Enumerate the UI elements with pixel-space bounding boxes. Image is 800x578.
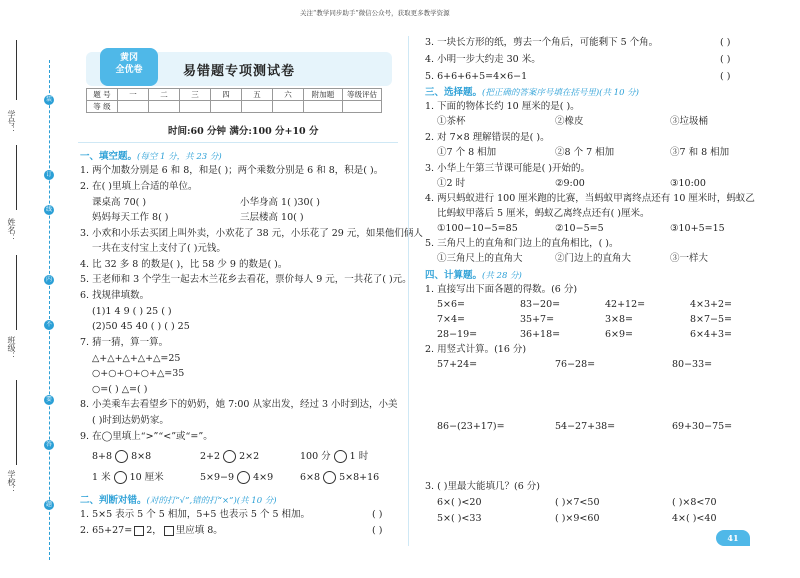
fill-item[interactable]: ( )×8<70 [672,497,717,508]
fill-item[interactable]: 4×( )<40 [672,513,717,524]
score-header: 二 [149,89,180,101]
q1-6a: (1)1 4 9 ( ) 25 ( ) [92,306,172,317]
compare-item: 6×8 5×8+16 [300,472,380,483]
q1-3b: 一共在支付宝上支付了( )元钱。 [92,243,226,254]
calc-item[interactable]: 5×6= [437,299,466,310]
blank-box[interactable] [134,526,144,536]
section-1-heading [80,148,222,162]
score-header: 附加题 [304,89,343,101]
section-4-title: 四、计算题。 [425,270,483,281]
school-label: 学校： [7,470,16,494]
score-cell[interactable] [180,101,211,113]
binding-mark: 题 [45,501,52,508]
school-line [16,380,17,465]
score-header: 题 号 [87,89,118,101]
section-4-note: (共 28 分) [482,271,522,281]
compare-item: 5×9−9 4×9 [200,472,274,483]
q4-3: 3. ( )里最大能填几？(6 分) [425,481,540,492]
score-row-label: 等 级 [87,101,118,113]
blank-box[interactable] [164,526,174,536]
vertical-calc[interactable]: 76−28= [555,359,596,370]
section-4-heading [425,267,522,281]
score-cell[interactable] [273,101,304,113]
q1-8a: 8. 小美乘车去看望乡下的奶奶，她 7:00 从家出发，经过 3 小时到达，小美 [80,399,398,410]
compare-item: 8+8 8×8 [92,451,152,462]
q3-1: 1. 下面的物体长约 10 厘米的是( )。 [425,101,580,112]
option[interactable]: ①7 个 8 相加 [437,147,497,158]
option[interactable]: ③一样大 [670,253,709,264]
vertical-calc[interactable]: 86−(23+17)= [437,421,505,432]
q1-9: 9. 在◯里填上“>”“<”或“=”。 [80,431,213,442]
option[interactable]: ③垃圾桶 [670,116,709,127]
answer-paren[interactable]: ( ) [372,509,383,520]
option[interactable]: ②9:00 [555,178,585,189]
option[interactable]: ③7 和 8 相加 [670,147,730,158]
section-1-title: 一、填空题。 [80,151,138,162]
binding-mark: 答 [45,441,52,448]
compare-circle[interactable] [323,471,336,484]
q1-5: 5. 王老师和 3 个学生一起去木兰花乡去看花，票价每人 9 元，一共花了( )元。 [80,274,412,285]
score-cell[interactable] [304,101,343,113]
column-divider [408,36,409,546]
page-number: 41 [716,530,750,546]
option[interactable]: ②门边上的直角大 [555,253,632,264]
calc-item[interactable]: 7×4= [437,314,466,325]
compare-circle[interactable] [115,450,128,463]
q1-2c: 妈妈每天工作 8( ) [92,212,169,223]
compare-item: 2+2 2×2 [200,451,260,462]
fill-item[interactable]: ( )×9<60 [555,513,600,524]
answer-paren[interactable]: ( ) [720,54,731,65]
q3-4b: 比蚂蚁甲落后 5 厘米，蚂蚁乙离终点还有( )厘米。 [437,208,650,219]
binding-mark: 不 [45,321,52,328]
q4-2: 2. 用竖式计算。(16 分) [425,344,527,355]
section-2-note: (对的打“√”,错的打“×”)(共 10 分) [146,496,277,506]
calc-item[interactable]: 6×4+3= [690,329,733,340]
option[interactable]: ②10−5=5 [555,223,604,234]
calc-item[interactable]: 28−19= [437,329,478,340]
compare-circle[interactable] [223,450,236,463]
q1-2a: 课桌高 70( ) [92,197,147,208]
student-number-line [16,40,17,100]
q3-3: 3. 小华上午第三节课可能是( )开始的。 [425,163,591,174]
calc-item[interactable]: 3×8= [605,314,634,325]
badge-line-2: 全优卷 [115,65,143,75]
q1-1: 1. 两个加数分别是 6 和 8，和是( )；两个乘数分别是 6 和 8，积是( )。 [80,165,384,176]
q2-1: 1. 5×5 表示 5 个 5 相加，5+5 也表示 5 个 5 相加。 [80,509,311,520]
student-number-label: 学号： [7,110,16,134]
section-3-title: 三、选择题。 [425,87,483,98]
binding-mark: 订 [45,171,52,178]
option[interactable]: ③10:00 [670,178,706,189]
compare-item: 1 米 10 厘米 [92,472,164,483]
vertical-calc[interactable]: 80−33= [672,359,713,370]
answer-paren[interactable]: ( ) [720,37,731,48]
fill-item[interactable]: 6×( )<20 [437,497,482,508]
header-note: 关注“教学同步助手”微信公众号，获取更多教学资源 [300,9,450,17]
class-label: 班级： [7,336,16,360]
score-header: 等级评估 [343,89,382,101]
score-cell[interactable] [343,101,382,113]
option[interactable]: ③10+5=15 [670,223,725,234]
binding-mark: 要 [45,396,52,403]
section-3-heading [425,84,639,98]
fill-item[interactable]: 5×( )<33 [437,513,482,524]
score-header: 五 [242,89,273,101]
section-2-heading [80,492,277,506]
score-cell[interactable] [149,101,180,113]
name-label: 姓名： [7,218,16,242]
name-line [16,145,17,210]
option[interactable]: ②橡皮 [555,116,584,127]
calc-item[interactable]: 36+18= [520,329,561,340]
divider [78,142,398,143]
q3-5: 5. 三角尺上的直角和门边上的直角相比，( )。 [425,238,619,249]
vertical-calc[interactable]: 54−27+38= [555,421,616,432]
q1-7: 7. 猜一猜，算一算。 [80,337,169,348]
option[interactable]: ①茶杯 [437,116,466,127]
option[interactable]: ①100−10−5=85 [437,223,518,234]
q1-6: 6. 找规律填数。 [80,290,150,301]
calc-item[interactable]: 6×9= [605,329,634,340]
score-cell[interactable] [242,101,273,113]
q3-2: 2. 对 7×8 理解错误的是( )。 [425,132,550,143]
class-line [16,255,17,330]
calc-item[interactable]: 42+12= [605,299,646,310]
score-header: 三 [180,89,211,101]
q1-3a: 3. 小欢和小乐去买团上叫外卖，小欢花了 38 元，小乐花了 29 元，如果他们俩人 [80,228,423,239]
vertical-calc[interactable]: 57+24= [437,359,478,370]
q1-7b: ○+○+○+○+△=35 [92,368,185,379]
q1-4: 4. 比 32 多 8 的数是( )，比 58 少 9 的数是( )。 [80,259,288,270]
q2-5: 5. 6+6+6+5=4×6−1 [425,71,528,82]
q1-6b: (2)50 45 40 ( ) ( ) 25 [92,321,190,332]
section-2-title: 二、判断对错。 [80,495,147,506]
compare-circle[interactable] [114,471,127,484]
score-table [86,88,382,113]
option[interactable]: ①三角尺上的直角大 [437,253,523,264]
section-1-note: (每空 1 分，共 23 分) [137,152,222,162]
time-line: 时间:60 分钟 满分:100 分+10 分 [168,126,319,137]
calc-item[interactable]: 83−20= [520,299,561,310]
score-header: 六 [273,89,304,101]
binding-mark: 装 [45,96,52,103]
binding-strip [0,0,62,578]
option[interactable]: ②8 个 7 相加 [555,147,615,158]
compare-item: 100 分 1 时 [300,451,369,462]
compare-circle[interactable] [334,450,347,463]
badge-line-1: 黄冈 [119,53,138,63]
score-header: 四 [211,89,242,101]
vertical-calc[interactable]: 69+30−75= [672,421,733,432]
q2-4: 4. 小明一步大约走 30 米。 [425,54,541,65]
section-3-note: (把正确的答案序号填在括号里)(共 10 分) [482,88,640,98]
fill-item[interactable]: ( )×7<50 [555,497,600,508]
compare-circle[interactable] [237,471,250,484]
binding-mark: 线 [45,206,52,213]
q4-1: 1. 直接写出下面各题的得数。(6 分) [425,284,578,295]
calc-item[interactable]: 8×7−5= [690,314,733,325]
answer-paren[interactable]: ( ) [720,71,731,82]
q1-2b: 小华身高 1( )30( ) [240,197,321,208]
binding-mark: 内 [45,276,52,283]
score-cell[interactable] [118,101,149,113]
answer-paren[interactable]: ( ) [372,525,383,536]
q1-2: 2. 在( )里填上合适的单位。 [80,181,198,192]
option[interactable]: ①2 时 [437,178,466,189]
q1-7c: ○=( ) △=( ) [92,384,148,395]
binding-dashed-line [49,60,50,560]
q1-8b: ( )时到达奶奶家。 [92,415,169,426]
q1-2d: 三层楼高 10( ) [240,212,304,223]
calc-item[interactable]: 4×3+2= [690,299,733,310]
score-cell[interactable] [211,101,242,113]
q1-7a: △+△+△+△+△=25 [92,353,181,364]
calc-item[interactable]: 35+7= [520,314,555,325]
q2-3: 3. 一块长方形的纸，剪去一个角后，可能剩下 5 个角。 [425,37,659,48]
page-title: 易错题专项测试卷 [182,64,295,79]
q2-2: 2. 65+27= 2， 里应填 8。 [80,525,223,536]
q3-4a: 4. 两只蚂蚁进行 100 厘米跑的比赛，当蚂蚁甲离终点还有 10 厘米时，蚂蚁乙 [425,193,755,204]
score-header: 一 [118,89,149,101]
